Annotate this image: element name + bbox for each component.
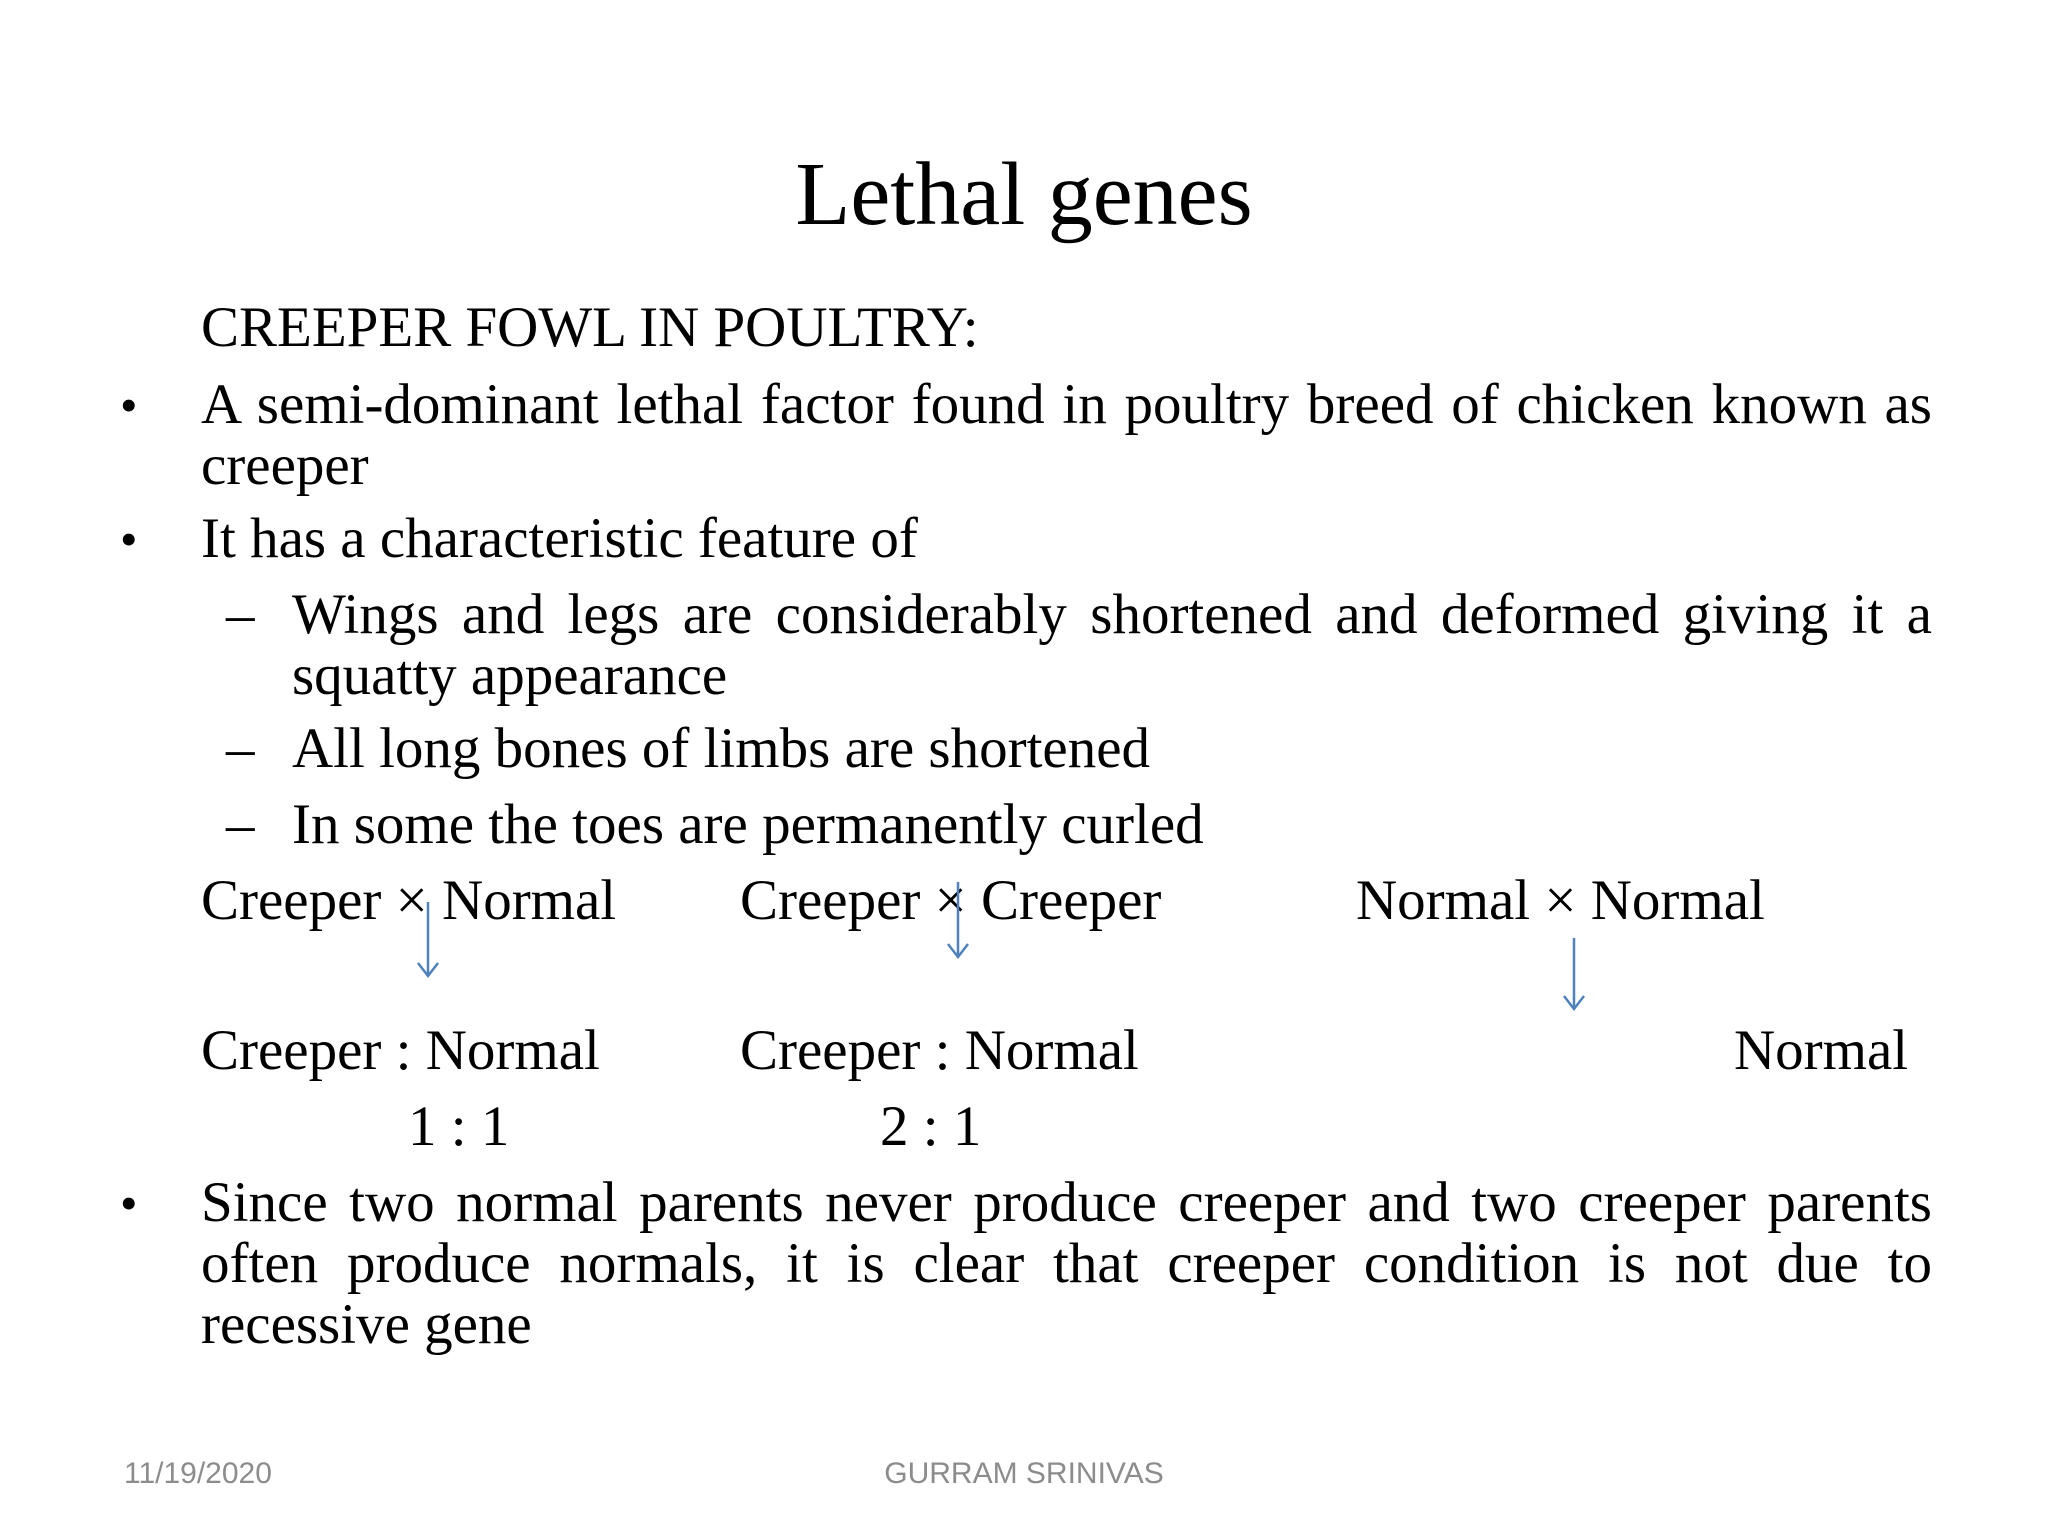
dash-marker: – bbox=[226, 717, 255, 780]
bullet-marker: • bbox=[120, 511, 138, 567]
down-arrow-icon bbox=[413, 900, 443, 980]
sub-bullet-1-text: Wings and legs are considerably shortened and deformed giving it a squatty appearance bbox=[292, 583, 1932, 707]
slide-title: Lethal genes bbox=[795, 145, 1253, 244]
footer-date: 11/19/2020 bbox=[124, 1457, 272, 1490]
sub-bullet-3-text: In some the toes are permanently curled bbox=[292, 793, 1204, 856]
bullet-marker: • bbox=[120, 1175, 138, 1231]
cross-3-offspring: Normal bbox=[1734, 1019, 1909, 1082]
cross-3-parents: Normal × Normal bbox=[1356, 869, 1765, 932]
subheading: CREEPER FOWL IN POULTRY: bbox=[201, 296, 979, 359]
cross-2-parents: Creeper × Creeper bbox=[740, 869, 1162, 932]
footer-author: GURRAM SRINIVAS bbox=[884, 1457, 1164, 1490]
bullet-3-text: Since two normal parents never produce creeper and two creeper parents often produce normals, it is clear that creeper condition is not due to recessive gene bbox=[201, 1171, 1932, 1356]
sub-bullet-2-text: All long bones of limbs are shortened bbox=[292, 717, 1151, 780]
down-arrow-icon bbox=[943, 880, 973, 960]
cross-2-offspring: Creeper : Normal bbox=[740, 1019, 1139, 1082]
cross-1-parents: Creeper × Normal bbox=[201, 869, 617, 932]
cross-2-ratio: 2 : 1 bbox=[880, 1095, 982, 1158]
cross-1-ratio: 1 : 1 bbox=[408, 1095, 510, 1158]
bullet-marker: • bbox=[120, 377, 138, 433]
dash-marker: – bbox=[226, 793, 255, 856]
down-arrow-icon bbox=[1559, 936, 1589, 1016]
bullet-2-text: It has a characteristic feature of bbox=[201, 507, 918, 570]
bullet-1-text: A semi-dominant lethal factor found in poultry breed of chicken known as creeper bbox=[201, 373, 1932, 497]
cross-1-offspring: Creeper : Normal bbox=[201, 1019, 600, 1082]
dash-marker: – bbox=[226, 583, 255, 646]
